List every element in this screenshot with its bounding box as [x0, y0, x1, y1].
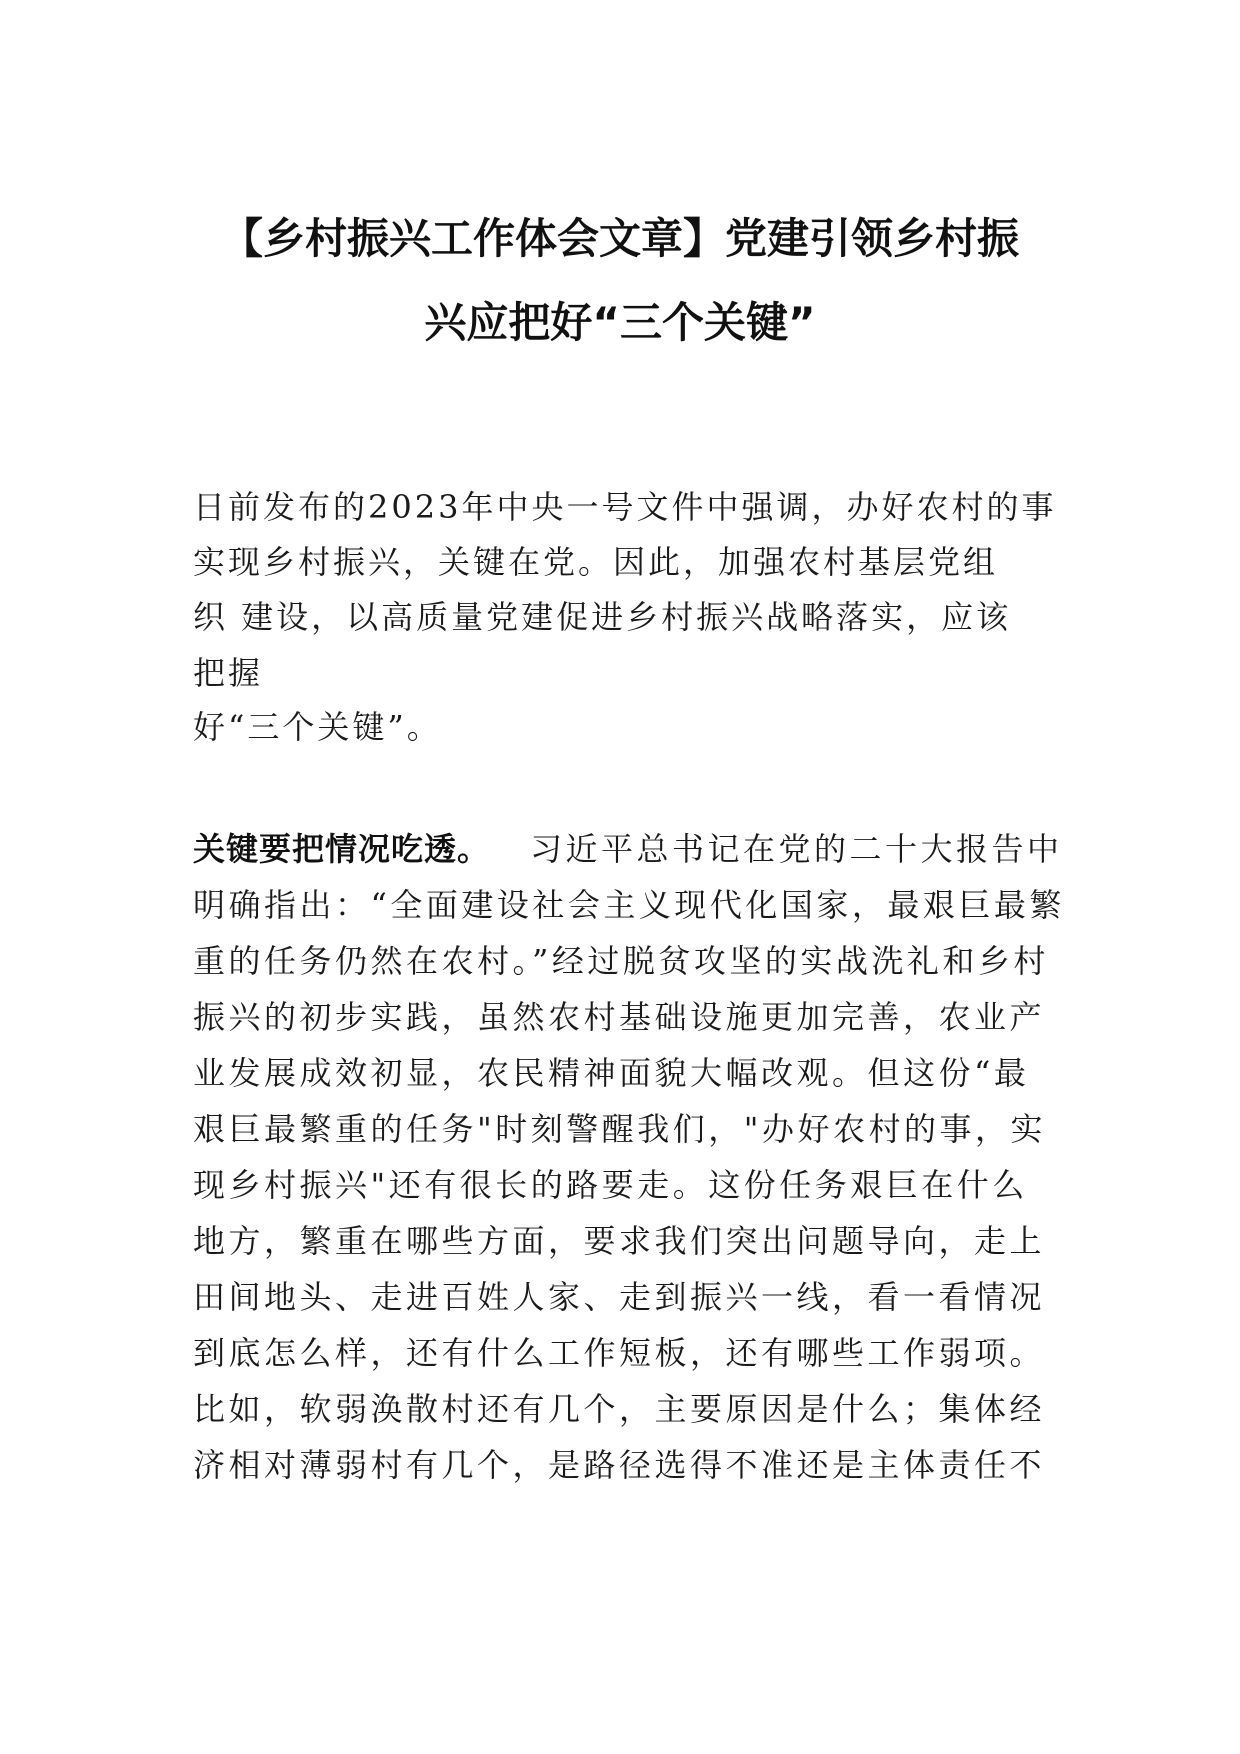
body-line: 重的任务仍然在农村。”经过脱贫攻坚的实战洗礼和乡村	[193, 942, 1049, 980]
body-line: 济相对薄弱村有几个，是路径选得不准还是主体责任不	[193, 1446, 1046, 1484]
body-line: 到底怎么样，还有什么工作短板，还有哪些工作弱项。	[193, 1334, 1046, 1372]
body-line: 现乡村振兴"还有很长的路要走。这份任务艰巨在什么	[193, 1166, 1028, 1204]
intro-line: 织 建设，以高质量党建促进乡村振兴战略落实，应该	[193, 598, 1012, 636]
section-1-heading: 关键要把情况吃透。	[193, 830, 491, 868]
body-line: 振兴的初步实践，虽然农村基础设施更加完善，农业产	[193, 998, 1046, 1036]
body-line: 田间地头、走进百姓人家、走到振兴一线，看一看情况	[193, 1278, 1046, 1316]
intro-line: 把握	[193, 654, 264, 692]
document-title-line-1: 【乡村振兴工作体会文章】党建引领乡村振	[220, 214, 1019, 263]
intro-line: 实现乡村振兴，关键在党。因此，加强农村基层党组	[193, 543, 999, 581]
body-line: 业发展成效初显，农民精神面貌大幅改观。但这份“最	[193, 1054, 1030, 1092]
body-line: 艰巨最繁重的任务"时刻警醒我们，"办好农村的事，实	[193, 1110, 1046, 1148]
section-1-first-line	[193, 832, 1073, 866]
body-line: 比如，软弱涣散村还有几个，主要原因是什么；集体经	[193, 1390, 1046, 1428]
intro-line: 好“三个关键”。	[193, 708, 442, 746]
intro-line: 日前发布的2023年中央一号文件中强调，办好农村的事	[193, 488, 1057, 526]
body-line: 地方，繁重在哪些方面，要求我们突出问题导向，走上	[193, 1222, 1046, 1260]
section-1-first-line-text: 习近平总书记在党的二十大报告中	[530, 830, 1063, 868]
document-title-line-2: 兴应把好“三个关键”	[424, 298, 816, 347]
body-line: 明确指出：“全面建设社会主义现代化国家，最艰巨最繁	[193, 886, 1065, 924]
